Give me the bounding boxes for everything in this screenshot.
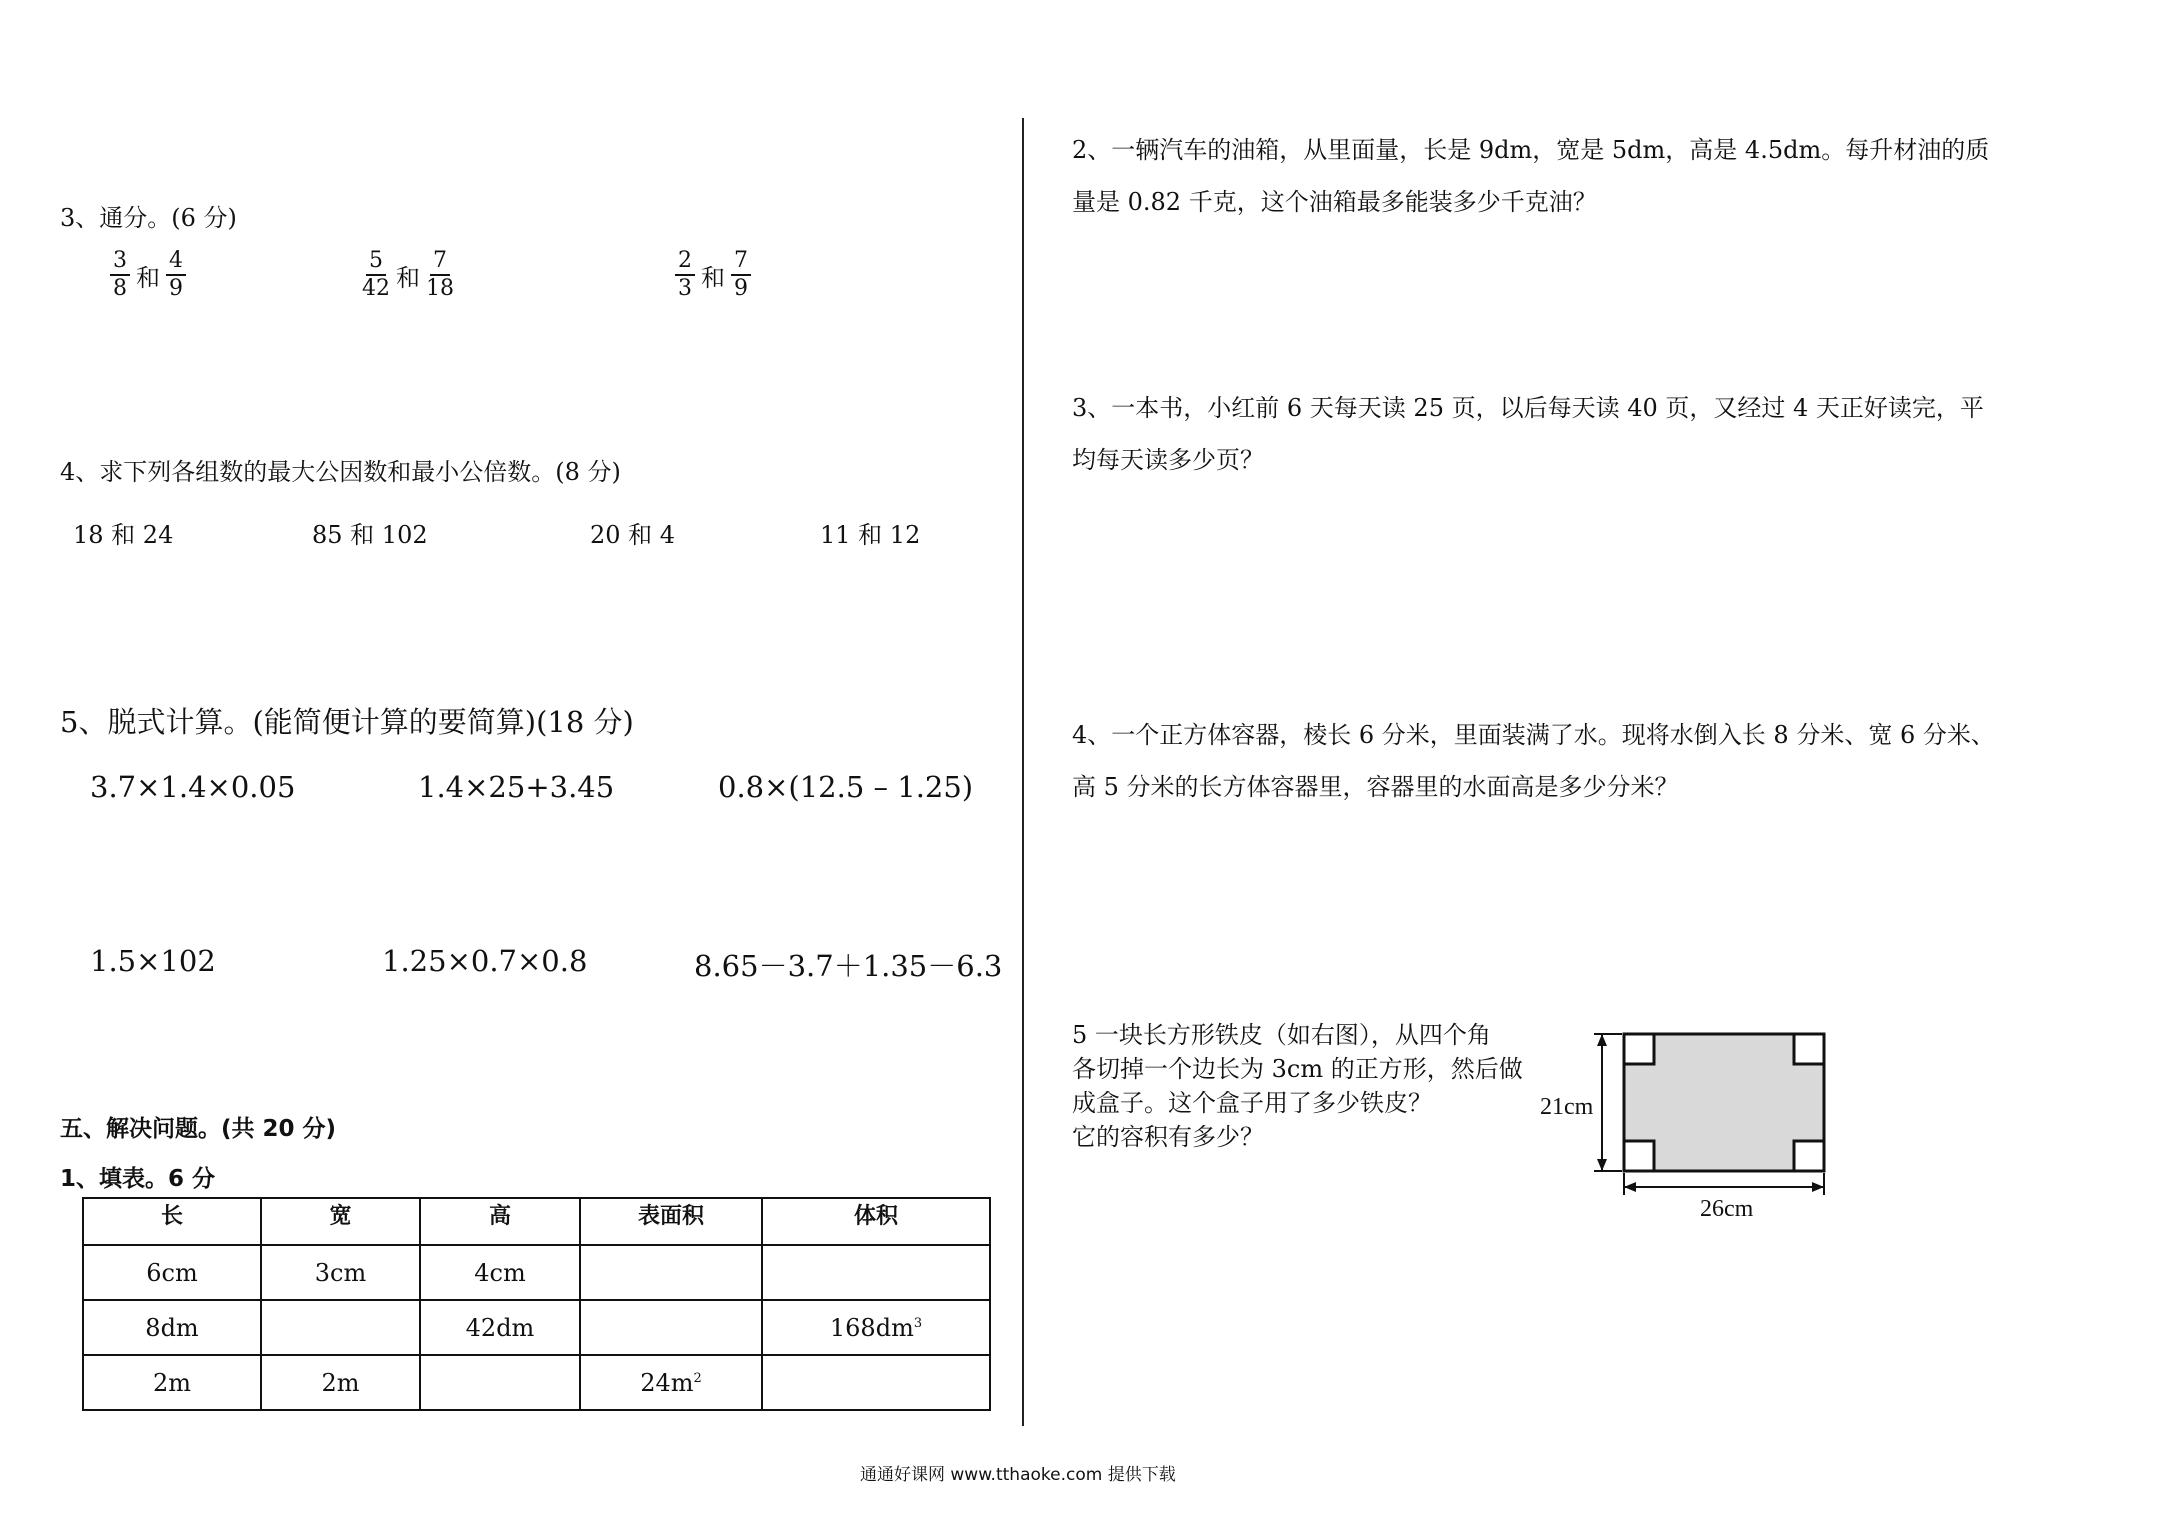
fraction-pair-3	[675, 248, 751, 302]
width-label: 26cm	[1700, 1196, 1754, 1222]
table-cell: 2m	[83, 1355, 261, 1410]
table-header: 体积	[762, 1198, 990, 1245]
q4-title: 4、求下列各组数的最大公因数和最小公倍数。(8 分)	[60, 458, 621, 486]
corner-square	[1794, 1141, 1824, 1171]
table-header: 长	[83, 1198, 261, 1245]
fraction-denominator: 8	[113, 276, 127, 301]
table-header: 宽	[261, 1198, 420, 1245]
table-cell: 4cm	[420, 1245, 580, 1300]
fraction-numerator: 4	[166, 248, 186, 276]
superscript: 2	[693, 1370, 702, 1386]
problem-3-line: 均每天读多少页？	[1072, 446, 1264, 474]
sheet-figure	[1530, 1025, 1850, 1225]
q5-title: 5、脱式计算。(能简便计算的要简算)(18 分)	[60, 705, 634, 739]
arrow-head	[1624, 1182, 1636, 1192]
and-word: 和	[136, 263, 160, 292]
q4-item: 18 和 24	[73, 521, 174, 549]
calc-expression: 1.5×102	[90, 944, 216, 978]
fraction-pair-1	[110, 248, 186, 302]
calc-expression: 8.65－3.7＋1.35－6.3	[694, 949, 1003, 983]
problem-3-line: 3、一本书，小红前 6 天每天读 25 页，以后每天读 40 页，又经过 4 天正好读完，平	[1072, 394, 1984, 422]
corner-square	[1624, 1141, 1654, 1171]
corner-square	[1794, 1034, 1824, 1064]
fraction-numerator: 7	[731, 248, 751, 276]
q4-item: 11 和 12	[820, 521, 921, 549]
subsection-title: 1、填表。6 分	[60, 1166, 216, 1192]
fraction-denominator: 3	[678, 276, 692, 301]
table-cell	[762, 1300, 990, 1355]
problem-5-line: 5 一块长方形铁皮（如右图），从四个角	[1072, 1021, 1491, 1049]
table-cell: 8dm	[83, 1300, 261, 1355]
table-row	[83, 1300, 990, 1355]
fraction-numerator: 7	[430, 248, 450, 276]
table-cell: 3cm	[261, 1245, 420, 1300]
table-header-row	[83, 1198, 990, 1245]
corner-square	[1624, 1034, 1654, 1064]
fraction-numerator: 5	[366, 248, 386, 276]
problem-2-line: 量是 0.82 千克，这个油箱最多能装多少千克油？	[1072, 188, 1597, 216]
table-header: 高	[420, 1198, 580, 1245]
fraction-denominator: 42	[362, 276, 390, 301]
q3-title: 3、通分。(6 分)	[60, 204, 237, 232]
fill-table	[82, 1197, 991, 1411]
calc-expression: 1.4×25+3.45	[418, 770, 615, 804]
problem-5-line: 它的容积有多少？	[1072, 1123, 1264, 1151]
table-cell[interactable]	[420, 1355, 580, 1410]
arrow-head	[1812, 1182, 1824, 1192]
table-cell: 2m	[261, 1355, 420, 1410]
problem-4-line: 高 5 分米的长方体容器里，容器里的水面高是多少分米？	[1072, 773, 1679, 801]
fraction-denominator: 18	[426, 276, 454, 301]
table-cell[interactable]	[580, 1245, 762, 1300]
and-word: 和	[396, 263, 420, 292]
problem-5-line: 各切掉一个边长为 3cm 的正方形，然后做	[1072, 1055, 1523, 1083]
fraction-denominator: 9	[169, 276, 183, 301]
table-cell: 42dm	[420, 1300, 580, 1355]
table-cell[interactable]	[762, 1355, 990, 1410]
section-title: 五、解决问题。(共 20 分)	[60, 1116, 337, 1142]
problem-2-line: 2、一辆汽车的油箱，从里面量，长是 9dm，宽是 5dm，高是 4.5dm。每升材油的质	[1072, 136, 1990, 164]
superscript: 3	[913, 1315, 923, 1331]
q4-item: 20 和 4	[590, 521, 676, 549]
table-cell[interactable]	[762, 1245, 990, 1300]
page-footer: 通通好课网 www.tthaoke.com 提供下载	[860, 1465, 1176, 1485]
arrow-head	[1597, 1034, 1607, 1046]
column-divider	[1022, 118, 1024, 1426]
area-value: 24m	[640, 1368, 694, 1397]
table-cell	[580, 1355, 762, 1410]
table-header: 表面积	[580, 1198, 762, 1245]
and-word: 和	[701, 263, 725, 292]
table-cell[interactable]	[580, 1300, 762, 1355]
table-row	[83, 1245, 990, 1300]
fraction-numerator: 2	[675, 248, 695, 276]
volume-value: 168dm	[829, 1313, 914, 1342]
problem-5-line: 成盒子。这个盒子用了多少铁皮？	[1072, 1089, 1432, 1117]
table-cell[interactable]	[261, 1300, 420, 1355]
fraction-numerator: 3	[110, 248, 130, 276]
calc-expression: 0.8×(12.5 – 1.25)	[718, 770, 974, 804]
height-label: 21cm	[1540, 1094, 1594, 1120]
calc-expression: 1.25×0.7×0.8	[382, 944, 588, 978]
fraction-denominator: 9	[734, 276, 748, 301]
q4-item: 85 和 102	[312, 521, 428, 549]
fraction-pair-2	[362, 248, 454, 302]
table-cell: 6cm	[83, 1245, 261, 1300]
arrow-head	[1597, 1159, 1607, 1171]
problem-4-line: 4、一个正方体容器，棱长 6 分米，里面装满了水。现将水倒入长 8 分米、宽 6 分米、	[1072, 721, 1995, 749]
table-row	[83, 1355, 990, 1410]
calc-expression: 3.7×1.4×0.05	[90, 770, 296, 804]
